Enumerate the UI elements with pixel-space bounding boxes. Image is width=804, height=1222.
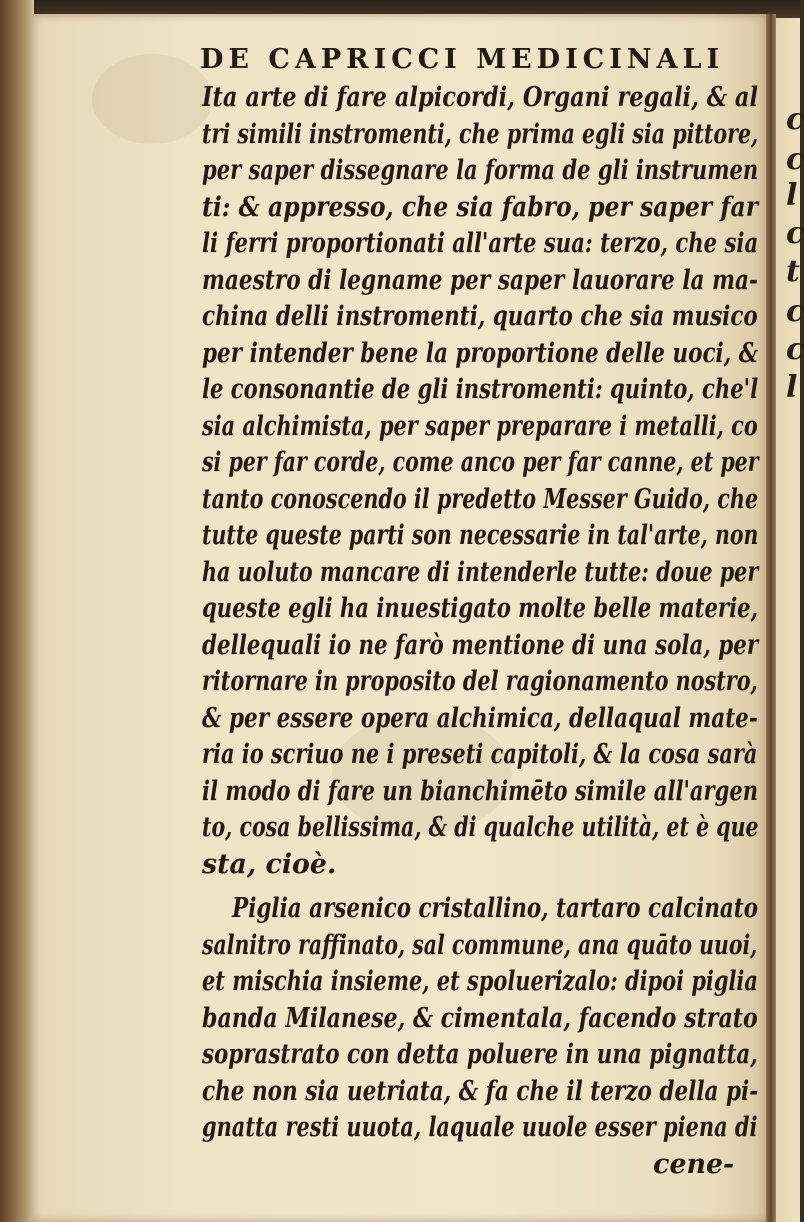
facing-page-letter: c <box>786 332 804 367</box>
text-line: le consonantie de gli instromenti: quinto, che'l <box>202 374 759 405</box>
text-line: to, cosa bellissima, & di qualche utilità, et è que <box>202 812 759 843</box>
facing-page-letter: c <box>786 102 804 137</box>
facing-page-letter: l <box>786 178 798 213</box>
text-line: il modo di fare un bianchimēto simile all'argen <box>202 775 759 807</box>
text-line: si per far corde, come anco per far canne, et per <box>202 447 759 478</box>
catchword: cene- <box>653 1148 735 1180</box>
facing-page-letter: c <box>786 142 804 177</box>
running-header: DE CAPRICCI MEDICINALI <box>200 44 725 75</box>
text-line: sta, cioè. <box>202 848 337 880</box>
text-line: salnitro raffinato, sal commune, ana quāto uuoi, <box>202 929 758 961</box>
text-line: maestro di legname per saper lauorare la ma- <box>202 264 758 296</box>
facing-page-letter: t <box>786 254 800 289</box>
page-stain <box>92 54 212 144</box>
text-line: li ferri proportionati all'arte sua: terzo, che sia <box>202 228 759 259</box>
text-line: ha uoluto mancare di intenderle tutte: doue per <box>202 556 759 588</box>
text-line: queste egli ha inuestigato molte belle materie, <box>202 593 758 624</box>
facing-page-letter: c <box>786 216 804 251</box>
text-line: banda Milanese, & cimentala, facendo strato <box>202 1002 758 1034</box>
text-line: & per essere opera alchimica, dellaqual mate- <box>202 702 758 734</box>
text-line: per intender bene la proportione delle uoci, & <box>202 337 759 369</box>
facing-page-letter: c <box>786 294 804 329</box>
page-body <box>202 80 762 1183</box>
text-line: dellequali io ne farò mentione di una sola, per <box>202 629 759 661</box>
text-line: che non sia uetriata, & fa che il terzo della pi- <box>202 1075 759 1107</box>
text-line: tanto conoscendo il predetto Messer Guido, che <box>202 483 759 515</box>
text-line: Ita arte di fare alpicordi, Organi regali, & al <box>202 82 759 113</box>
book-spine-edge <box>0 0 34 1222</box>
text-line: tutte queste parti son necessarie in tal'arte, non <box>202 520 759 551</box>
text-line: gnatta resti uuota, laquale uuole esser piena di <box>202 1112 758 1143</box>
text-line: per saper dissegnare la forma de gli instrumen <box>202 155 759 186</box>
page-gutter <box>766 14 776 1222</box>
text-line: sia alchimista, per saper preparare i metalli, co <box>202 410 758 442</box>
text-line: ria io scriuo ne i preseti capitoli, & la cosa sarà <box>202 739 758 770</box>
paragraph-start-line: Piglia arsenico cristallino, tartaro calcinato <box>232 893 759 924</box>
text-line: et mischia insieme, et spoluerizalo: dipoi piglia <box>202 966 758 997</box>
text-line: tri simili instromenti, che prima egli sia pittore, <box>202 118 759 150</box>
text-line: china delli instromenti, quarto che sia musico <box>202 301 758 332</box>
text-line: ti: & appresso, che sia fabro, per saper far <box>202 191 759 223</box>
text-line: soprastrato con detta poluere in una pignatta, <box>202 1039 758 1070</box>
text-line: ritornare in proposito del ragionamento nostro, <box>202 666 758 697</box>
facing-page-letter: l <box>786 370 798 405</box>
facing-page-edge <box>776 18 804 1222</box>
